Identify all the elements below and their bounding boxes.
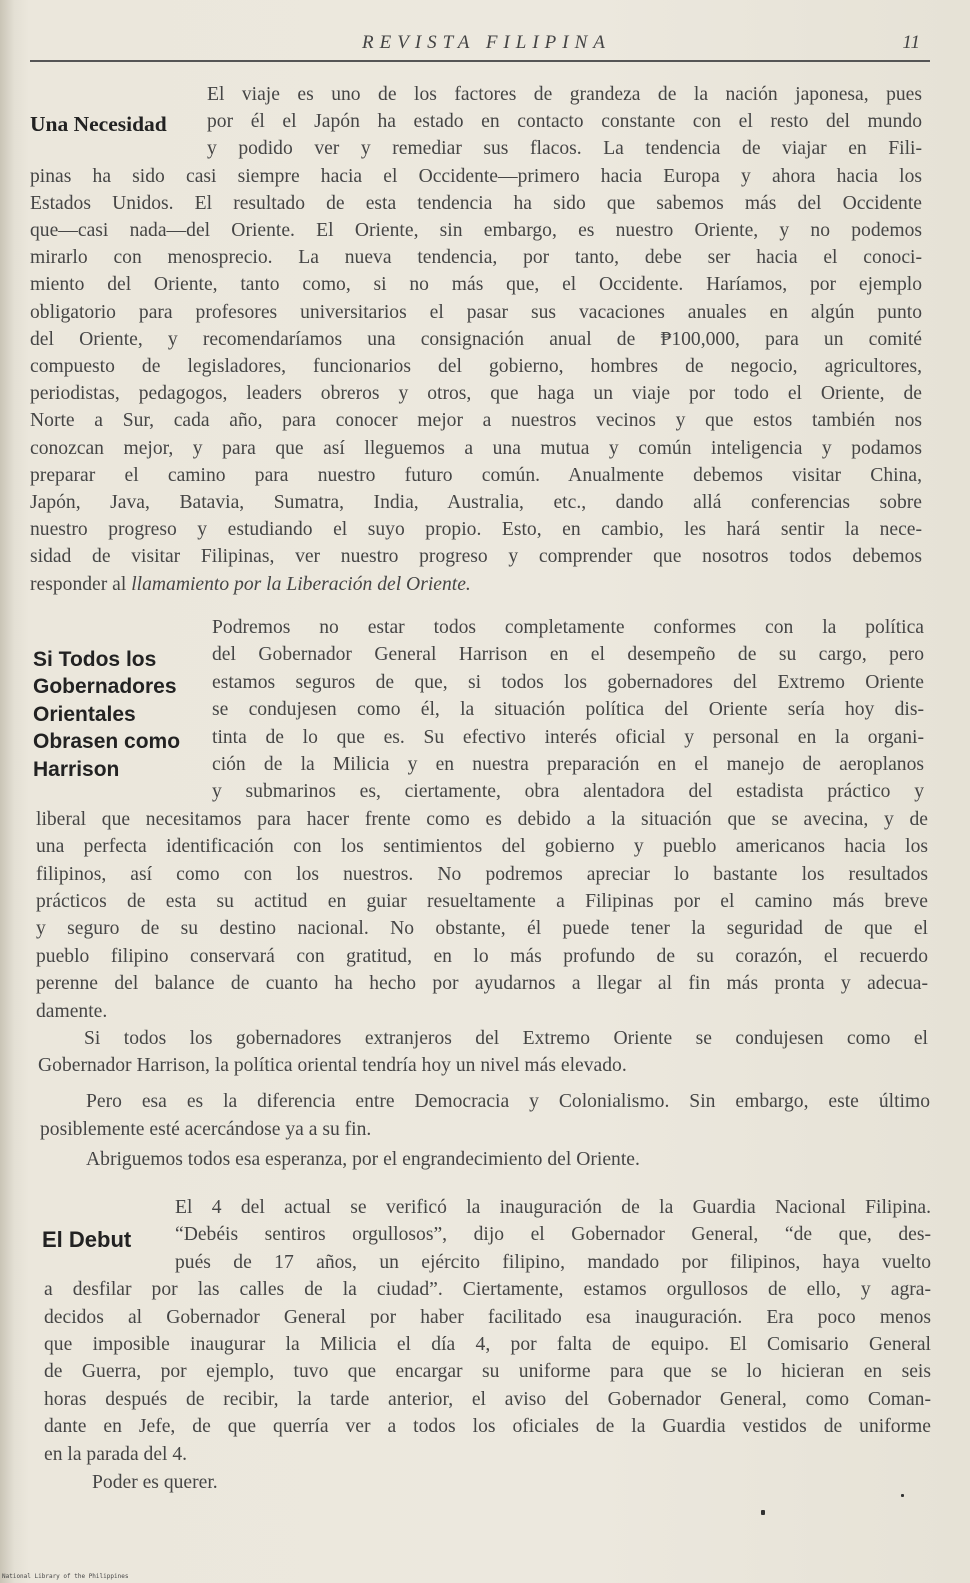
ink-mark <box>761 1510 765 1515</box>
text-line: que—casi nada—del Oriente. El Oriente, sin embargo, es nuestro Oriente, y no podemos <box>30 220 922 241</box>
text-line: y seguro de su destino nacional. No obstante, él puede tener la seguridad de que el <box>36 918 928 940</box>
text-line: conozcan mejor, y para que así lleguemos a una mutua y común inteligencia y podamos <box>30 437 922 459</box>
library-footer-note: National Library of the Philippines <box>2 1573 129 1580</box>
text-line: filipinos, así como con los nuestros. No podremos apreciar lo bastante los resultados <box>36 863 928 885</box>
text-line: compuesto de legisladores, funcionarios del gobierno, hombres de negocio, agricultores, <box>30 356 922 377</box>
text-line: ción de la Milicia y en nuestra preparación en el manejo de aeroplanos <box>212 754 924 775</box>
text-line: Pero esa es la diferencia entre Democracia y Colonialismo. Sin embargo, este último <box>86 1091 930 1112</box>
text-line: pués de 17 años, un ejército filipino, mandado por filipinos, haya vuelto <box>175 1251 931 1273</box>
text-line: pueblo filipino conservará con gratitud, en lo más profundo de su corazón, el recuerdo <box>36 945 928 967</box>
text-line: tinta de lo que es. Su efectivo interés oficial y personal en la organi- <box>212 726 924 748</box>
text-line: del Oriente, y recomendaríamos una consignación anual de ₱100,000, para un comité <box>30 328 922 350</box>
running-title: REVISTA FILIPINA <box>362 32 611 53</box>
text-line: damente. <box>36 1000 108 1022</box>
text-line: se condujesen como él, la situación política del Oriente sería hoy dis- <box>212 699 924 721</box>
text-line: y podido ver y remediar sus flacos. La tendencia de viajar en Fili- <box>207 138 922 160</box>
text-line: horas después de recibir, la tarde anterior, el aviso del Gobernador General, como Coman- <box>44 1388 931 1410</box>
text-line: Japón, Java, Batavia, Sumatra, India, Australia, etc., dando allá conferencias sobre <box>30 492 922 513</box>
text-line: El viaje es uno de los factores de grandeza de la nación japonesa, pues <box>207 84 922 105</box>
closing-line: Poder es querer. <box>92 1472 218 1493</box>
text-span: responder al <box>30 573 132 595</box>
text-line: en la parada del 4. <box>44 1443 188 1465</box>
running-header <box>30 30 930 62</box>
text-line: “Debéis sentiros orgullosos”, dijo el Gobernador General, “de que, des- <box>175 1224 931 1246</box>
text-line: perenne del balance de cuanto ha hecho por ayudarnos a llegar al fin más pronta y adecua- <box>36 973 928 995</box>
text-line: de Guerra, por ejemplo, tuvo que encargar su uniforme para que se lo hicieran en seis <box>44 1361 931 1383</box>
text-line: sidad de visitar Filipinas, ver nuestro progreso y comprender que nosotros todos debemos <box>30 546 922 568</box>
binding-edge <box>0 0 14 1583</box>
section-heading-line: Si Todos los <box>33 648 157 671</box>
text-line: del Gobernador General Harrison en el desempeño de su cargo, pero <box>212 644 924 666</box>
text-line: dante en Jefe, de que querría ver a todos los oficiales de la Guardia vestidos de uniforme <box>44 1416 931 1438</box>
section-heading-el-debut: El Debut <box>42 1227 132 1252</box>
section-heading-line: Orientales <box>33 702 136 726</box>
text-line: por él el Japón ha estado en contacto constante con el resto del mundo <box>207 111 922 133</box>
section-heading-una-necesidad: Una Necesidad <box>30 112 167 136</box>
text-line: Podremos no estar todos completamente conformes con la política <box>212 617 924 638</box>
ink-mark <box>901 1494 904 1497</box>
page-number: 11 <box>902 32 920 53</box>
text-line: Gobernador Harrison, la política oriental tendría hoy un nivel más elevado. <box>38 1055 627 1076</box>
text-line: liberal que necesitamos para hacer frente como es debido a la situación que se avecina, y de <box>36 808 928 830</box>
text-line: Abriguemos todos esa esperanza, por el engrandecimiento del Oriente. <box>86 1149 640 1170</box>
text-line: obligatorio para profesores universitarios el pasar sus vacaciones anuales en algún punto <box>30 301 922 323</box>
text-line: Si todos los gobernadores extranjeros del Extremo Oriente se condujesen como el <box>84 1028 928 1049</box>
text-line: a desfilar por las calles de la ciudad”. Ciertamente, estamos orgullosos de ello, y agra- <box>44 1279 931 1301</box>
text-line: que imposible inaugurar la Milicia el día 4, por falta de equipo. El Comisario General <box>44 1334 931 1355</box>
text-line: Estados Unidos. El resultado de esta tendencia ha sido que sabemos más del Occidente <box>30 192 922 214</box>
text-line: una perfecta identificación con los sentimientos del gobierno y pueblo americanos hacia los <box>36 836 928 858</box>
text-line: y submarinos es, ciertamente, obra alentadora del estadista práctico y <box>212 781 924 803</box>
section-heading-line: Gobernadores <box>33 675 177 699</box>
section-heading-line: Harrison <box>33 757 120 781</box>
text-line: posiblemente esté acercándose ya a su fin. <box>40 1119 372 1140</box>
text-line: pinas ha sido casi siempre hacia el Occidente—primero hacia Europa y ahora hacia los <box>30 165 922 187</box>
text-line: nuestro progreso y estudiando el suyo propio. Esto, en cambio, les hará sentir la nece- <box>30 519 922 541</box>
section-heading-line: Obrasen como <box>33 730 181 754</box>
text-line: prácticos de esta su actitud en guiar resueltamente a Filipinas por el camino más breve <box>36 891 928 912</box>
text-line: miento del Oriente, tanto como, si no más que, el Occidente. Haríamos, por ejemplo <box>30 274 922 296</box>
text-line: mirarlo con menosprecio. La nueva tendencia, por tanto, debe ser hacia el conoci- <box>30 247 922 269</box>
emphasis-call-to-liberation: llamamiento por la Liberación del Oriente. <box>131 573 471 595</box>
text-line <box>30 574 471 596</box>
text-line: preparar el camino para nuestro futuro común. Anualmente debemos visitar China, <box>30 464 922 486</box>
text-line: estamos seguros de que, si todos los gobernadores del Extremo Oriente <box>212 671 924 693</box>
text-line: El 4 del actual se verificó la inauguración de la Guardia Nacional Filipina. <box>175 1197 931 1218</box>
text-line: decidos al Gobernador General por haber facilitado esa inauguración. Era poco menos <box>44 1306 931 1328</box>
text-line: periodistas, pedagogos, leaders obreros y otros, que haga un viaje por todo el Oriente, de <box>30 383 922 405</box>
text-line: Norte a Sur, cada año, para conocer mejor a nuestros vecinos y que estos también nos <box>30 410 922 432</box>
